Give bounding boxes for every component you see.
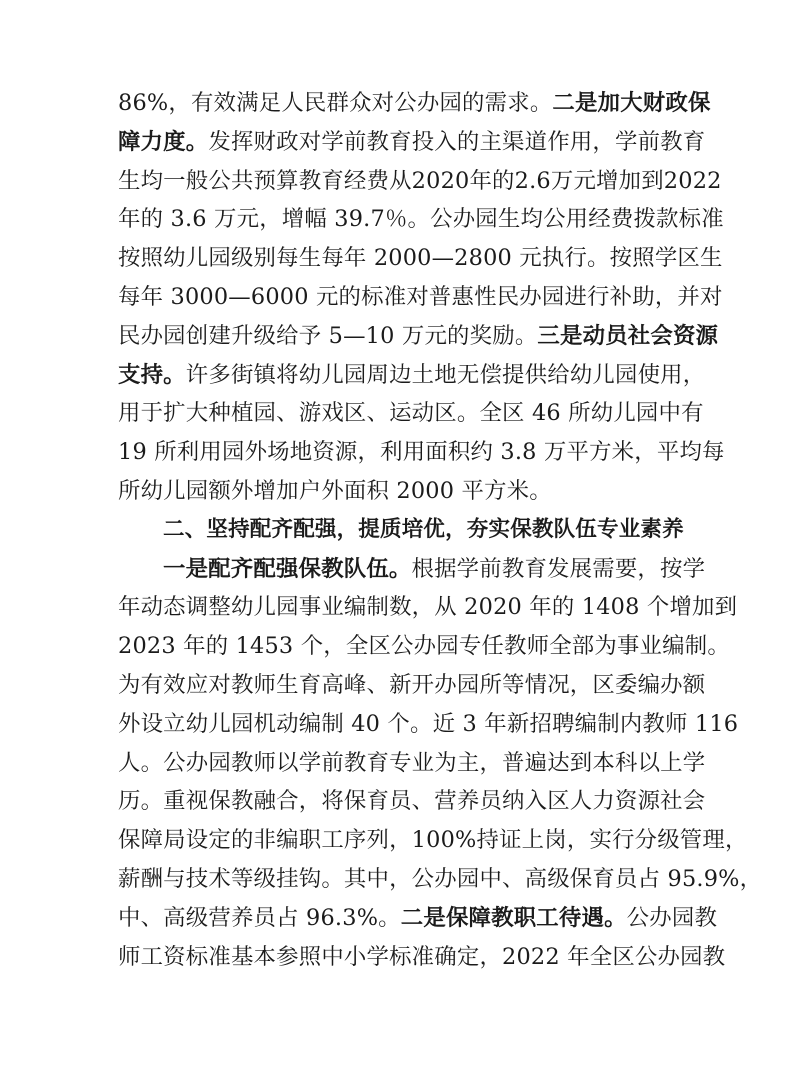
text-line: 年的 3.6 万元，增幅 39.7％。公办园生均公用经费拨款标准 [118,206,724,233]
text-run: 民办园创建升级给予 5—10 万元的奖励。 [118,322,538,349]
text-line [118,550,706,589]
text-line: 为有效应对教师生育高峰、新开办园所等情况，区委编办额 [118,671,706,698]
text-line: 生均一般公共预算教育经费从2020年的2.6万元增加到2022 [118,167,722,194]
text-line [118,899,718,938]
text-line [118,317,719,356]
text-run: 发挥财政对学前教育投入的主渠道作用，学前教育 [208,128,706,155]
section-heading: 二、坚持配齐配强，提质培优，夯实保教队伍专业素养 [163,516,684,542]
text-run: 许多街镇将幼儿园周边土地无偿提供给幼儿园使用， [185,361,706,388]
text-run: 公办园教 [626,904,718,931]
text-line [118,356,706,395]
text-line: 所幼儿园额外增加户外面积 2000 平方米。 [118,477,552,504]
text-line [118,84,711,123]
bold-text-run: 二是加大财政保 [552,90,711,116]
text-line: 年动态调整幼儿园事业编制数，从 2020 年的 1408 个增加到 [118,594,738,621]
text-line [118,123,706,162]
text-line: 用于扩大种植园、游戏区、运动区。全区 46 所幼儿园中有 [118,400,704,427]
text-line: 历。重视保教融合，将保育员、营养员纳入区人力资源社会 [118,788,706,815]
text-line: 薪酬与技术等级挂钩。其中，公办园中、高级保育员占 95.9%， [118,865,763,892]
text-line: 外设立幼儿园机动编制 40 个。近 3 年新招聘编制内教师 116 [118,710,739,737]
bold-text-run: 一是配齐配强保教队伍。 [163,555,412,582]
bold-text-run: 障力度。 [118,128,209,155]
text-line: 19 所利用园外场地资源，利用面积约 3.8 万平方米，平均每 [118,439,725,466]
body-text [118,84,763,976]
text-line: 保障局设定的非编职工序列，100%持证上岗，实行分级管理， [118,827,748,854]
text-line: 2023 年的 1453 个，全区公办园专任教师全部为事业编制。 [118,633,730,660]
bold-text-run: 三是动员社会资源 [537,322,719,349]
text-line: 师工资标准基本参照中小学标准确定，2022 年全区公办园教 [118,943,726,970]
bold-text-run: 二是保障教职工待遇。 [400,904,627,931]
bold-text-run: 支持。 [118,361,186,388]
text-run: 中、高级营养员占 96.3%。 [118,904,401,931]
text-line: 每年 3000—6000 元的标准对普惠性民办园进行补助，并对 [118,283,723,310]
text-run: 根据学前教育发展需要，按学 [411,555,706,582]
text-run: 86%，有效满足人民群众对公办园的需求。 [118,90,553,116]
text-line: 人。公办园教师以学前教育专业为主，普遍达到本科以上学 [118,749,706,776]
text-line: 按照幼儿园级别每生每年 2000—2800 元执行。按照学区生 [118,245,723,272]
